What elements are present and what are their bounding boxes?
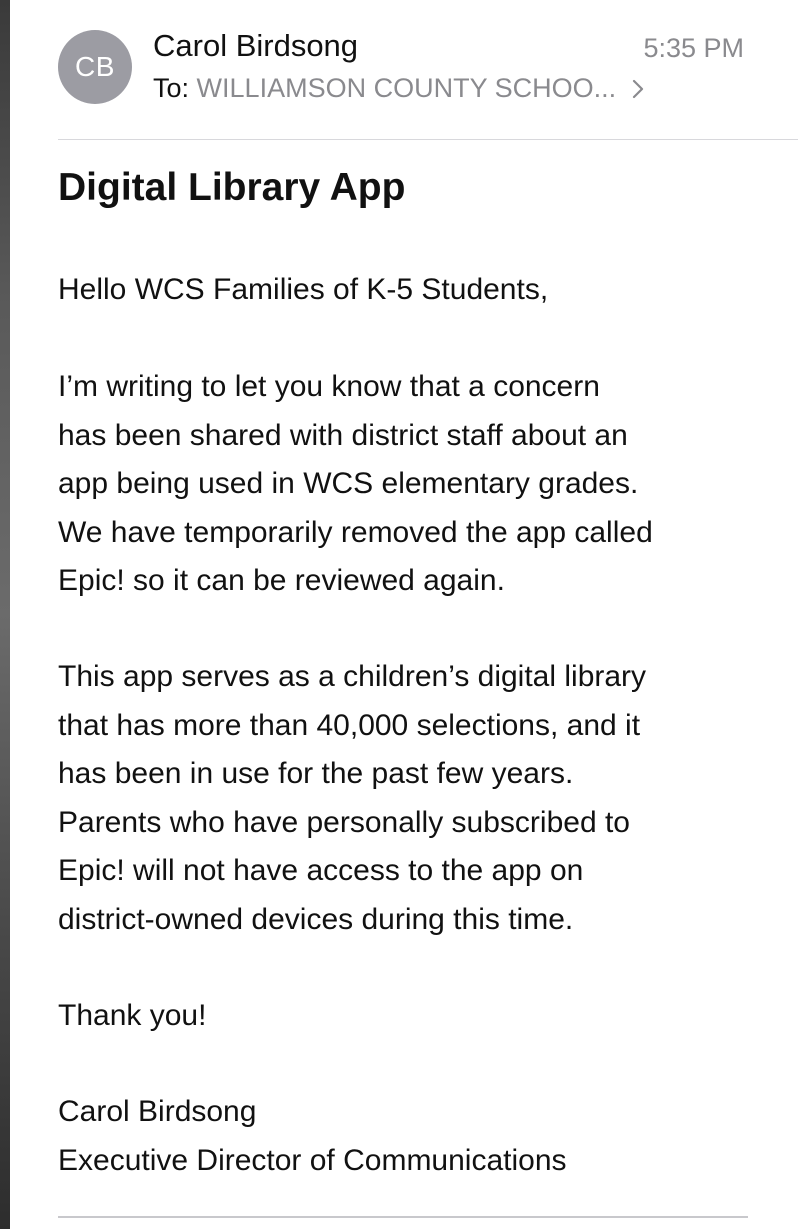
paragraph-line: that has more than 40,000 selections, and it bbox=[58, 708, 641, 742]
signature-title: Executive Director of Communications bbox=[58, 1143, 567, 1177]
sender-name[interactable]: Carol Birdsong bbox=[153, 28, 359, 63]
paragraph-line: This app serves as a children’s digital library bbox=[58, 660, 647, 693]
paragraph-line: district-owned devices during this time. bbox=[58, 902, 574, 936]
sender-avatar[interactable]: CB bbox=[58, 30, 132, 104]
email-signature bbox=[58, 1088, 758, 1185]
header-divider bbox=[58, 139, 798, 140]
paragraph-line: app being used in WCS elementary grades. bbox=[58, 467, 639, 500]
paragraph-line: We have temporarily removed the app called bbox=[58, 515, 653, 549]
email-timestamp: 5:35 PM bbox=[643, 33, 744, 63]
paragraph-line: has been shared with district staff about an bbox=[58, 418, 628, 452]
window-edge bbox=[0, 0, 10, 1229]
email-closing bbox=[58, 992, 758, 1041]
closing-line: Thank you! bbox=[58, 999, 207, 1032]
greeting-line: Hello WCS Families of K-5 Students, bbox=[58, 273, 549, 306]
email-paragraph-1 bbox=[58, 363, 758, 606]
paragraph-line: Parents who have personally subscribed to bbox=[58, 805, 630, 839]
email-message-view bbox=[10, 0, 798, 1229]
paragraph-line: Epic! will not have access to the app on bbox=[58, 854, 584, 887]
email-greeting bbox=[58, 266, 758, 315]
email-header bbox=[10, 0, 798, 140]
paragraph-line: Epic! so it can be reviewed again. bbox=[58, 564, 505, 597]
to-label: To: bbox=[153, 73, 190, 103]
recipient-address[interactable]: WILLIAMSON COUNTY SCHOO... bbox=[196, 73, 617, 103]
paragraph-line: I’m writing to let you know that a concern bbox=[58, 370, 600, 403]
recipient-row[interactable] bbox=[153, 73, 644, 104]
signature-name: Carol Birdsong bbox=[58, 1095, 257, 1128]
paragraph-line: has been in use for the past few years. bbox=[58, 757, 574, 790]
email-subject: Digital Library App bbox=[58, 166, 406, 209]
chevron-right-icon[interactable] bbox=[632, 73, 644, 104]
footer-divider bbox=[58, 1216, 748, 1218]
email-paragraph-2 bbox=[58, 653, 758, 944]
